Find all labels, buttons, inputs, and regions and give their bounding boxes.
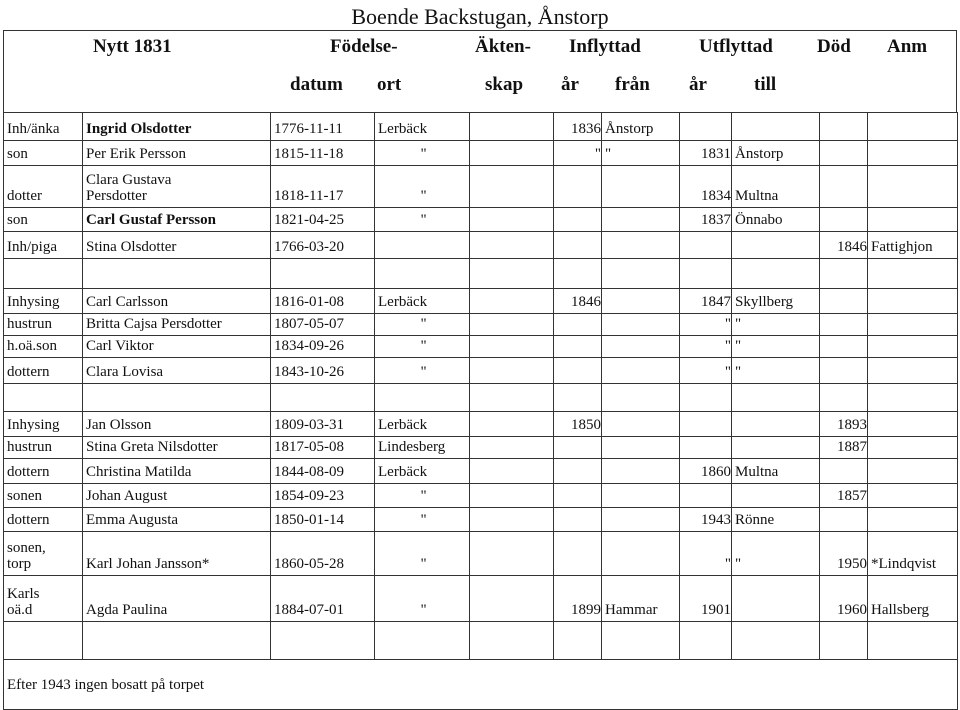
marriage-cell bbox=[470, 336, 554, 358]
moved-in-year-cell bbox=[554, 259, 602, 289]
moved-in-year-cell bbox=[554, 508, 602, 532]
death-year-cell bbox=[820, 166, 868, 208]
note-cell bbox=[868, 484, 958, 508]
birth-date-cell: 1854-09-23 bbox=[271, 484, 375, 508]
moved-out-to-cell: Rönne bbox=[732, 508, 820, 532]
death-year-cell bbox=[820, 459, 868, 484]
header-fodelse: Födelse- bbox=[330, 36, 398, 57]
moved-out-to-cell bbox=[732, 484, 820, 508]
moved-out-year-cell: " bbox=[680, 532, 732, 576]
name-cell bbox=[83, 259, 271, 289]
moved-in-year-cell bbox=[554, 532, 602, 576]
table-row bbox=[4, 208, 958, 232]
moved-in-from-cell bbox=[602, 459, 680, 484]
birth-place-cell: " bbox=[375, 141, 470, 166]
relation-cell: dottern bbox=[4, 459, 83, 484]
moved-in-year-cell bbox=[554, 358, 602, 384]
moved-in-from-cell bbox=[602, 622, 680, 660]
death-year-cell bbox=[820, 622, 868, 660]
birth-date-cell: 1815-11-18 bbox=[271, 141, 375, 166]
note-cell bbox=[868, 384, 958, 412]
relation-cell: Inhysing bbox=[4, 412, 83, 437]
birth-place-cell: " bbox=[375, 532, 470, 576]
relation-line-2: torp bbox=[7, 556, 32, 572]
moved-in-from-cell bbox=[602, 437, 680, 459]
marriage-cell bbox=[470, 459, 554, 484]
moved-out-to-cell: Multna bbox=[732, 166, 820, 208]
relation-line-1: Karls bbox=[7, 586, 40, 602]
relation-cell bbox=[4, 532, 83, 576]
relation-cell: dotter bbox=[4, 166, 83, 208]
table-row bbox=[4, 336, 958, 358]
note-cell bbox=[868, 141, 958, 166]
marriage-cell bbox=[470, 141, 554, 166]
death-year-cell bbox=[820, 141, 868, 166]
birth-place-cell: Lerbäck bbox=[375, 289, 470, 314]
moved-out-year-cell: " bbox=[680, 358, 732, 384]
birth-place-cell bbox=[375, 232, 470, 259]
table-row bbox=[4, 459, 958, 484]
relation-cell: Inhysing bbox=[4, 289, 83, 314]
relation-cell bbox=[4, 384, 83, 412]
death-year-cell bbox=[820, 358, 868, 384]
moved-out-year-cell: 1831 bbox=[680, 141, 732, 166]
moved-in-from-cell bbox=[602, 532, 680, 576]
marriage-cell bbox=[470, 437, 554, 459]
moved-in-year-cell bbox=[554, 208, 602, 232]
name-line-2: Persdotter bbox=[86, 188, 147, 204]
table-row bbox=[4, 232, 958, 259]
header-ar-in: år bbox=[561, 74, 579, 95]
table-row bbox=[4, 141, 958, 166]
marriage-cell bbox=[470, 532, 554, 576]
death-year-cell: 1887 bbox=[820, 437, 868, 459]
moved-out-to-cell bbox=[732, 232, 820, 259]
note-cell bbox=[868, 166, 958, 208]
moved-out-to-cell: Önnabo bbox=[732, 208, 820, 232]
note-cell: *Lindqvist bbox=[868, 532, 958, 576]
marriage-cell bbox=[470, 289, 554, 314]
name-cell: Carl Viktor bbox=[83, 336, 271, 358]
name-cell: Carl Carlsson bbox=[83, 289, 271, 314]
header-datum: datum bbox=[290, 74, 343, 95]
birth-place-cell bbox=[375, 384, 470, 412]
moved-out-to-cell: " bbox=[732, 358, 820, 384]
moved-in-from-cell bbox=[602, 336, 680, 358]
moved-in-year-cell: " bbox=[554, 141, 602, 166]
moved-in-from-cell bbox=[602, 232, 680, 259]
relation-cell: dottern bbox=[4, 358, 83, 384]
moved-out-year-cell: 1860 bbox=[680, 459, 732, 484]
table-row bbox=[4, 314, 958, 336]
moved-in-year-cell bbox=[554, 459, 602, 484]
birth-date-cell: 1807-05-07 bbox=[271, 314, 375, 336]
birth-date-cell: 1884-07-01 bbox=[271, 576, 375, 622]
moved-in-year-cell bbox=[554, 336, 602, 358]
death-year-cell: 1950 bbox=[820, 532, 868, 576]
moved-out-to-cell: Multna bbox=[732, 459, 820, 484]
moved-out-year-cell: 1943 bbox=[680, 508, 732, 532]
moved-out-year-cell: " bbox=[680, 336, 732, 358]
death-year-cell: 1960 bbox=[820, 576, 868, 622]
moved-out-to-cell bbox=[732, 259, 820, 289]
birth-date-cell: 1816-01-08 bbox=[271, 289, 375, 314]
name-cell: Christina Matilda bbox=[83, 459, 271, 484]
death-year-cell bbox=[820, 336, 868, 358]
note-cell bbox=[868, 459, 958, 484]
moved-in-from-cell bbox=[602, 412, 680, 437]
death-year-cell bbox=[820, 384, 868, 412]
moved-out-to-cell bbox=[732, 576, 820, 622]
name-cell: Ingrid Olsdotter bbox=[83, 113, 271, 141]
moved-in-from-cell: Ånstorp bbox=[602, 113, 680, 141]
moved-out-to-cell bbox=[732, 384, 820, 412]
name-cell: Agda Paulina bbox=[83, 576, 271, 622]
moved-in-from-cell bbox=[602, 508, 680, 532]
header-skap: skap bbox=[485, 74, 524, 95]
birth-place-cell: " bbox=[375, 484, 470, 508]
moved-in-year-cell bbox=[554, 166, 602, 208]
relation-cell: son bbox=[4, 141, 83, 166]
moved-out-to-cell bbox=[732, 622, 820, 660]
relation-cell: son bbox=[4, 208, 83, 232]
page-title: Boende Backstugan, Ånstorp bbox=[351, 4, 609, 29]
moved-in-from-cell bbox=[602, 208, 680, 232]
name-cell: Emma Augusta bbox=[83, 508, 271, 532]
moved-out-year-cell bbox=[680, 259, 732, 289]
moved-in-from-cell: " bbox=[602, 141, 680, 166]
table-row bbox=[4, 289, 958, 314]
moved-in-year-cell bbox=[554, 314, 602, 336]
moved-out-year-cell: " bbox=[680, 314, 732, 336]
header-ar-ut: år bbox=[689, 74, 707, 95]
death-year-cell bbox=[820, 508, 868, 532]
name-cell bbox=[83, 622, 271, 660]
note-cell bbox=[868, 314, 958, 336]
relation-cell bbox=[4, 259, 83, 289]
name-cell bbox=[83, 166, 271, 208]
note-cell bbox=[868, 622, 958, 660]
relation-cell bbox=[4, 576, 83, 622]
table-row bbox=[4, 437, 958, 459]
moved-out-to-cell: " bbox=[732, 336, 820, 358]
birth-date-cell bbox=[271, 384, 375, 412]
death-year-cell: 1857 bbox=[820, 484, 868, 508]
moved-in-year-cell: 1850 bbox=[554, 412, 602, 437]
moved-out-to-cell bbox=[732, 412, 820, 437]
death-year-cell bbox=[820, 208, 868, 232]
table-row bbox=[4, 484, 958, 508]
birth-date-cell: 1834-09-26 bbox=[271, 336, 375, 358]
marriage-cell bbox=[470, 208, 554, 232]
moved-in-from-cell bbox=[602, 289, 680, 314]
footer-row bbox=[4, 660, 958, 710]
moved-out-year-cell bbox=[680, 232, 732, 259]
moved-out-to-cell: " bbox=[732, 314, 820, 336]
birth-date-cell: 1850-01-14 bbox=[271, 508, 375, 532]
note-cell: Fattighjon bbox=[868, 232, 958, 259]
moved-out-to-cell: Ånstorp bbox=[732, 141, 820, 166]
name-cell: Stina Olsdotter bbox=[83, 232, 271, 259]
table-row bbox=[4, 384, 958, 412]
marriage-cell bbox=[470, 314, 554, 336]
birth-place-cell: Lerbäck bbox=[375, 459, 470, 484]
marriage-cell bbox=[470, 166, 554, 208]
moved-out-year-cell: 1834 bbox=[680, 166, 732, 208]
moved-out-year-cell bbox=[680, 437, 732, 459]
name-cell: Per Erik Persson bbox=[83, 141, 271, 166]
moved-out-to-cell bbox=[732, 437, 820, 459]
birth-date-cell: 1766-03-20 bbox=[271, 232, 375, 259]
moved-out-to-cell: " bbox=[732, 532, 820, 576]
moved-out-year-cell bbox=[680, 622, 732, 660]
note-cell bbox=[868, 336, 958, 358]
moved-out-year-cell: 1837 bbox=[680, 208, 732, 232]
note-cell bbox=[868, 289, 958, 314]
header-nytt: Nytt 1831 bbox=[93, 36, 172, 57]
death-year-cell bbox=[820, 289, 868, 314]
birth-date-cell: 1843-10-26 bbox=[271, 358, 375, 384]
birth-place-cell: " bbox=[375, 576, 470, 622]
register-table bbox=[3, 112, 958, 710]
relation-cell: hustrun bbox=[4, 314, 83, 336]
table-row bbox=[4, 113, 958, 141]
moved-in-from-cell bbox=[602, 314, 680, 336]
moved-in-year-cell: 1846 bbox=[554, 289, 602, 314]
relation-cell: dottern bbox=[4, 508, 83, 532]
birth-place-cell: " bbox=[375, 314, 470, 336]
moved-out-year-cell bbox=[680, 412, 732, 437]
birth-place-cell: Lerbäck bbox=[375, 113, 470, 141]
header-utflyttad: Utflyttad bbox=[699, 36, 773, 57]
header-anm: Anm bbox=[887, 36, 928, 57]
birth-date-cell: 1821-04-25 bbox=[271, 208, 375, 232]
moved-in-year-cell: 1899 bbox=[554, 576, 602, 622]
name-cell bbox=[83, 384, 271, 412]
name-cell: Johan August bbox=[83, 484, 271, 508]
marriage-cell bbox=[470, 622, 554, 660]
header-dod: Död bbox=[817, 36, 851, 57]
note-cell bbox=[868, 437, 958, 459]
header-ort: ort bbox=[377, 74, 402, 95]
table-row bbox=[4, 412, 958, 437]
name-cell: Carl Gustaf Persson bbox=[83, 208, 271, 232]
relation-cell bbox=[4, 622, 83, 660]
moved-in-from-cell bbox=[602, 358, 680, 384]
table-row bbox=[4, 532, 958, 576]
header-till: till bbox=[754, 74, 777, 95]
note-cell bbox=[868, 208, 958, 232]
marriage-cell bbox=[470, 576, 554, 622]
table-row bbox=[4, 576, 958, 622]
name-line-1: Clara Gustava bbox=[86, 172, 172, 188]
relation-cell: sonen bbox=[4, 484, 83, 508]
moved-out-year-cell bbox=[680, 384, 732, 412]
name-cell: Jan Olsson bbox=[83, 412, 271, 437]
moved-in-year-cell bbox=[554, 622, 602, 660]
marriage-cell bbox=[470, 113, 554, 141]
birth-place-cell: " bbox=[375, 336, 470, 358]
birth-date-cell: 1818-11-17 bbox=[271, 166, 375, 208]
birth-date-cell bbox=[271, 259, 375, 289]
moved-in-year-cell bbox=[554, 484, 602, 508]
moved-in-from-cell: Hammar bbox=[602, 576, 680, 622]
birth-place-cell: Lerbäck bbox=[375, 412, 470, 437]
note-cell bbox=[868, 259, 958, 289]
moved-in-from-cell bbox=[602, 166, 680, 208]
moved-in-year-cell: 1836 bbox=[554, 113, 602, 141]
moved-in-year-cell bbox=[554, 437, 602, 459]
birth-date-cell: 1817-05-08 bbox=[271, 437, 375, 459]
marriage-cell bbox=[470, 384, 554, 412]
note-cell bbox=[868, 412, 958, 437]
table-row bbox=[4, 622, 958, 660]
moved-in-from-cell bbox=[602, 259, 680, 289]
moved-out-year-cell bbox=[680, 484, 732, 508]
note-cell: Hallsberg bbox=[868, 576, 958, 622]
relation-cell: h.oä.son bbox=[4, 336, 83, 358]
death-year-cell bbox=[820, 314, 868, 336]
table-row bbox=[4, 358, 958, 384]
relation-line-2: oä.d bbox=[7, 602, 33, 618]
marriage-cell bbox=[470, 484, 554, 508]
birth-place-cell: " bbox=[375, 208, 470, 232]
note-cell bbox=[868, 358, 958, 384]
relation-cell: hustrun bbox=[4, 437, 83, 459]
moved-out-to-cell: Skyllberg bbox=[732, 289, 820, 314]
header-fran: från bbox=[615, 74, 650, 95]
birth-place-cell: " bbox=[375, 508, 470, 532]
death-year-cell bbox=[820, 113, 868, 141]
moved-in-from-cell bbox=[602, 384, 680, 412]
moved-in-year-cell bbox=[554, 232, 602, 259]
table-row bbox=[4, 166, 958, 208]
birth-date-cell bbox=[271, 622, 375, 660]
moved-out-year-cell: 1847 bbox=[680, 289, 732, 314]
name-cell: Stina Greta Nilsdotter bbox=[83, 437, 271, 459]
header-akten: Äkten- bbox=[475, 36, 531, 57]
moved-out-year-cell bbox=[680, 113, 732, 141]
header-inflyttad: Inflyttad bbox=[569, 36, 641, 57]
birth-place-cell bbox=[375, 259, 470, 289]
table-row bbox=[4, 508, 958, 532]
death-year-cell: 1893 bbox=[820, 412, 868, 437]
birth-place-cell: " bbox=[375, 358, 470, 384]
note-cell bbox=[868, 508, 958, 532]
relation-cell: Inh/änka bbox=[4, 113, 83, 141]
birth-date-cell: 1844-08-09 bbox=[271, 459, 375, 484]
birth-place-cell bbox=[375, 622, 470, 660]
relation-line-1: sonen, bbox=[7, 540, 46, 556]
marriage-cell bbox=[470, 232, 554, 259]
birth-date-cell: 1860-05-28 bbox=[271, 532, 375, 576]
death-year-cell bbox=[820, 259, 868, 289]
table-row bbox=[4, 259, 958, 289]
marriage-cell bbox=[470, 508, 554, 532]
birth-place-cell: " bbox=[375, 166, 470, 208]
marriage-cell bbox=[470, 412, 554, 437]
birth-date-cell: 1809-03-31 bbox=[271, 412, 375, 437]
moved-in-from-cell bbox=[602, 484, 680, 508]
moved-out-to-cell bbox=[732, 113, 820, 141]
birth-place-cell: Lindesberg bbox=[375, 437, 470, 459]
birth-date-cell: 1776-11-11 bbox=[271, 113, 375, 141]
name-cell: Britta Cajsa Persdotter bbox=[83, 314, 271, 336]
footer-note: Efter 1943 ingen bosatt på torpet bbox=[4, 660, 958, 710]
moved-in-year-cell bbox=[554, 384, 602, 412]
note-cell bbox=[868, 113, 958, 141]
relation-cell: Inh/piga bbox=[4, 232, 83, 259]
death-year-cell: 1846 bbox=[820, 232, 868, 259]
marriage-cell bbox=[470, 259, 554, 289]
name-cell: Karl Johan Jansson* bbox=[83, 532, 271, 576]
moved-out-year-cell: 1901 bbox=[680, 576, 732, 622]
name-cell: Clara Lovisa bbox=[83, 358, 271, 384]
marriage-cell bbox=[470, 358, 554, 384]
